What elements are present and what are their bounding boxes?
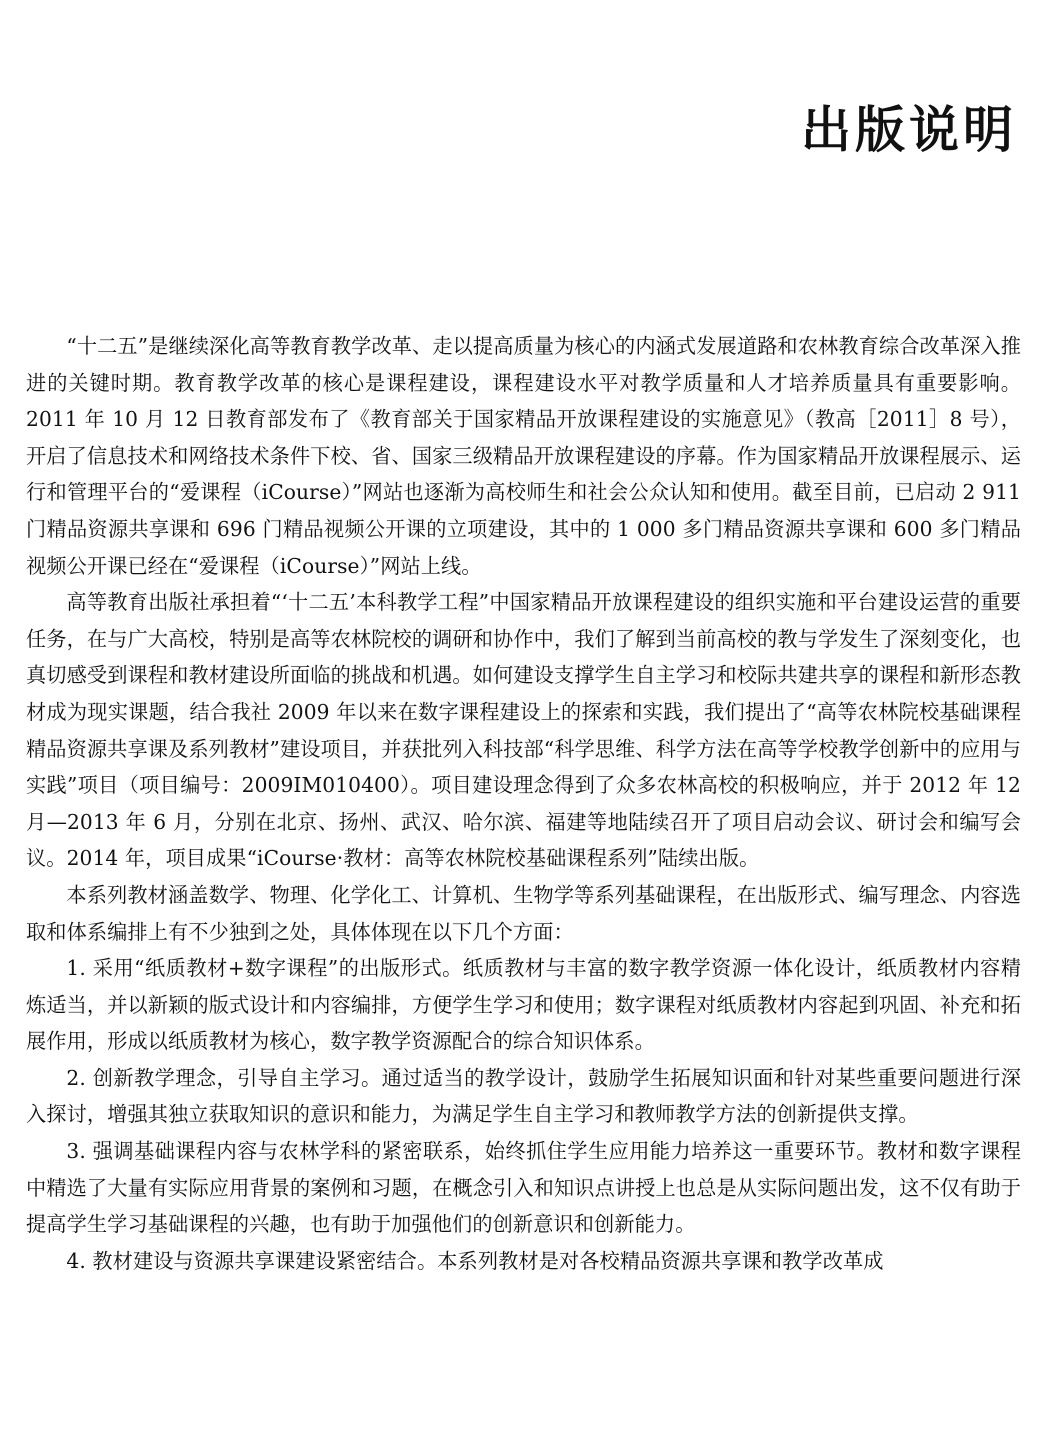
paragraph: “十二五”是继续深化高等教育教学改革、走以提高质量为核心的内涵式发展道路和农林教育综合改革深入推进的关键时期。教育教学改革的核心是课程建设，课程建设水平对教学质量和人才培养质量具有重要影响。2011 年 10 月 12 日教育部发布了《教育部关于国家精品开放课程建设的实施意见》（教高［2011］8 号），开启了信息技术和网络技术条件下校、省、国家三级精品开放课程建设的序幕。作为国家精品开放课程展示、运行和管理平台的“爱课程（iCourse）”网站也逐渐为高校师生和社会公众认知和使用。截至目前，已启动 2 911 门精品资源共享课和 696 门精品视频公开课的立项建设，其中的 1 000 多门精品资源共享课和 600 多门精品视频公开课已经在“爱课程（iCourse）”网站上线。 — [26, 334, 1021, 578]
list-item: 2. 创新教学理念，引导自主学习。通过适当的教学设计，鼓励学生拓展知识面和针对某些重要问题进行深入探讨，增强其独立获取知识的意识和能力，为满足学生自主学习和教师教学方法的创新提供支撑。 — [26, 1065, 1021, 1127]
paragraph: 高等教育出版社承担着“‘十二五’本科教学工程”中国家精品开放课程建设的组织实施和平台建设运营的重要任务，在与广大高校，特别是高等农林院校的调研和协作中，我们了解到当前高校的教与学发生了深刻变化，也真切感受到课程和教材建设所面临的挑战和机遇。如何建设支撑学生自主学习和校际共建共享的课程和新形态教材成为现实课题，结合我社 2009 年以来在数字课程建设上的探索和实践，我们提出了“高等农林院校基础课程精品资源共享课及系列教材”建设项目，并获批列入科技部“科学思维、科学方法在高等学校教学创新中的应用与实践”项目（项目编号：2009IM010400）。项目建设理念得到了众多农林高校的积极响应，并于 2012 年 12 月—2013 年 6 月，分别在北京、扬州、武汉、哈尔滨、福建等地陆续召开了项目启动会议、研讨会和编写会议。2014 年，项目成果“iCourse·教材：高等农林院校基础课程系列”陆续出版。 — [26, 590, 1021, 871]
body-text — [26, 328, 1021, 1279]
list-item: 3. 强调基础课程内容与农林学科的紧密联系，始终抓住学生应用能力培养这一重要环节。教材和数字课程中精选了大量有实际应用背景的案例和习题，在概念引入和知识点讲授上也总是从实际问题出发，这不仅有助于提高学生学习基础课程的兴趣，也有助于加强他们的创新意识和创新能力。 — [26, 1139, 1021, 1237]
paragraph: 本系列教材涵盖数学、物理、化学化工、计算机、生物学等系列基础课程，在出版形式、编写理念、内容选取和体系编排上有不少独到之处，具体体现在以下几个方面： — [26, 882, 1021, 944]
list-item: 1. 采用“纸质教材+数字课程”的出版形式。纸质教材与丰富的数字教学资源一体化设计，纸质教材内容精炼适当，并以新颖的版式设计和内容编排，方便学生学习和使用；数字课程对纸质教材内容起到巩固、补充和拓展作用，形成以纸质教材为核心，数字教学资源配合的综合知识体系。 — [26, 956, 1021, 1054]
list-item: 4. 教材建设与资源共享课建设紧密结合。本系列教材是对各校精品资源共享课和教学改革成 — [66, 1248, 884, 1273]
page-title: 出版说明 — [801, 101, 1017, 159]
